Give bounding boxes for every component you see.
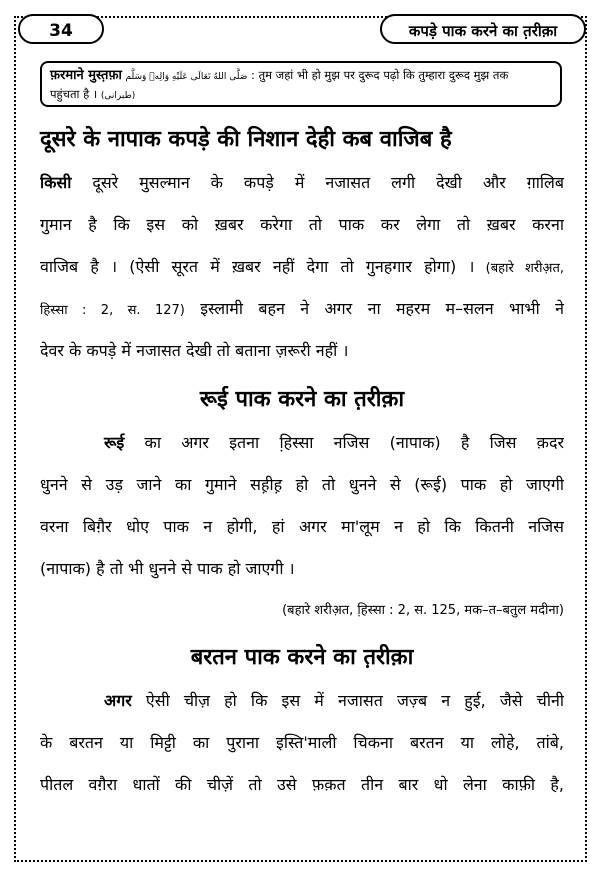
section1-text-4: इस्लामी बहन ने अगर ना महरम म–सलन भाभी ने [184, 299, 564, 318]
page-number: 34 [18, 14, 104, 44]
farman-box [40, 61, 562, 107]
section1-line-3 [40, 246, 564, 288]
section3-line-1 [40, 680, 564, 722]
section2-line-2: धुनने से उड़ जाने का गुमाने सह़ीह़ हो तो धुनने से (रूई) पाक हो जाएगी [40, 475, 564, 494]
section2-text-1: का अगर इतना हि़स्सा नजिस (नापाक) है जिस क़दर [124, 433, 564, 452]
section1-text-1: दूसरे मुसल्मान के कपड़े में नजासत लगी देखी और ग़ालिब [71, 173, 564, 192]
section1-lead: किसी [40, 173, 72, 192]
section1-line-5: देवर के कपड़े में नजासत देखी तो बताना ज़रूरी नहीं । [40, 341, 349, 360]
section2-line-1 [40, 422, 564, 464]
section2-line-4: (नापाक) है तो भी धुनने से पाक हो जाएगी । [40, 559, 295, 578]
main-content [40, 118, 564, 806]
section1-line-2: गुमान है कि इस को ख़बर करेगा तो पाक कर लेगा तो ख़बर करना [40, 215, 564, 234]
section3-line-2: के बरतन या मिट्टी का पुराना इस्ति'माली चिकना बरतन या लोहे, तांबे, [40, 733, 564, 752]
section1-line-1 [40, 162, 564, 204]
section2-lead: रूई [104, 433, 125, 452]
section3-lead: अगर [104, 691, 132, 710]
farman-source: (طبرانی) [100, 91, 136, 101]
section2-reference: (बहारे शरीअ़त, हि़स्सा : 2, स. 125, मक–त–बतुल मदीना) [282, 603, 564, 618]
farman-text-1: : तुम जहां भी हो मुझ पर दुरूद पढ़ो कि तुम्हारा दुरूद मुझ तक [247, 68, 509, 82]
chapter-title: कपड़े पाक करने का त़रीक़ा [380, 14, 586, 44]
section3-line-3: पीतल वग़ैरा धातों की चीज़ें तो उसे फ़क़त तीन बार धो लेना काफ़ी है, [40, 775, 564, 794]
section1-text-3: वाजिब है । (ऐसी सूरत में ख़बर नहीं देगा तो गुनहगार होगा) । [40, 257, 475, 276]
section1-heading: दूसरे के नापाक कपड़े की निशान देही कब वाजिब है [40, 127, 452, 152]
section1-line-4 [40, 288, 564, 330]
section3-heading: बरतन पाक करने का त़रीक़ा [190, 645, 414, 670]
section2-heading: रूई पाक करने का त़रीक़ा [199, 387, 405, 412]
farman-label: फ़रमाने मुस्त़फ़ा [50, 68, 122, 83]
section2-line-3: वरना बिग़ैर धोए पाक न होगी, हां अगर मा'लूम न हो कि कितनी नजिस [40, 517, 564, 536]
section1-ref-end: हिस्सा : 2, स. 127) [40, 303, 185, 318]
section3-text-1: ऐसी चीज़ हो कि इस में नजासत जज़्ब न हुई, जैसे चीनी [131, 691, 564, 710]
section1-ref-start: (बहारे शरीअ़त, [474, 261, 564, 276]
farman-text-2: पहुंचता है । [50, 87, 101, 101]
salawat-text: صَلَّى اللهُ تَعَالَى عَلَيْهِ وَالِهٖ وَسَلَّم [125, 72, 248, 82]
